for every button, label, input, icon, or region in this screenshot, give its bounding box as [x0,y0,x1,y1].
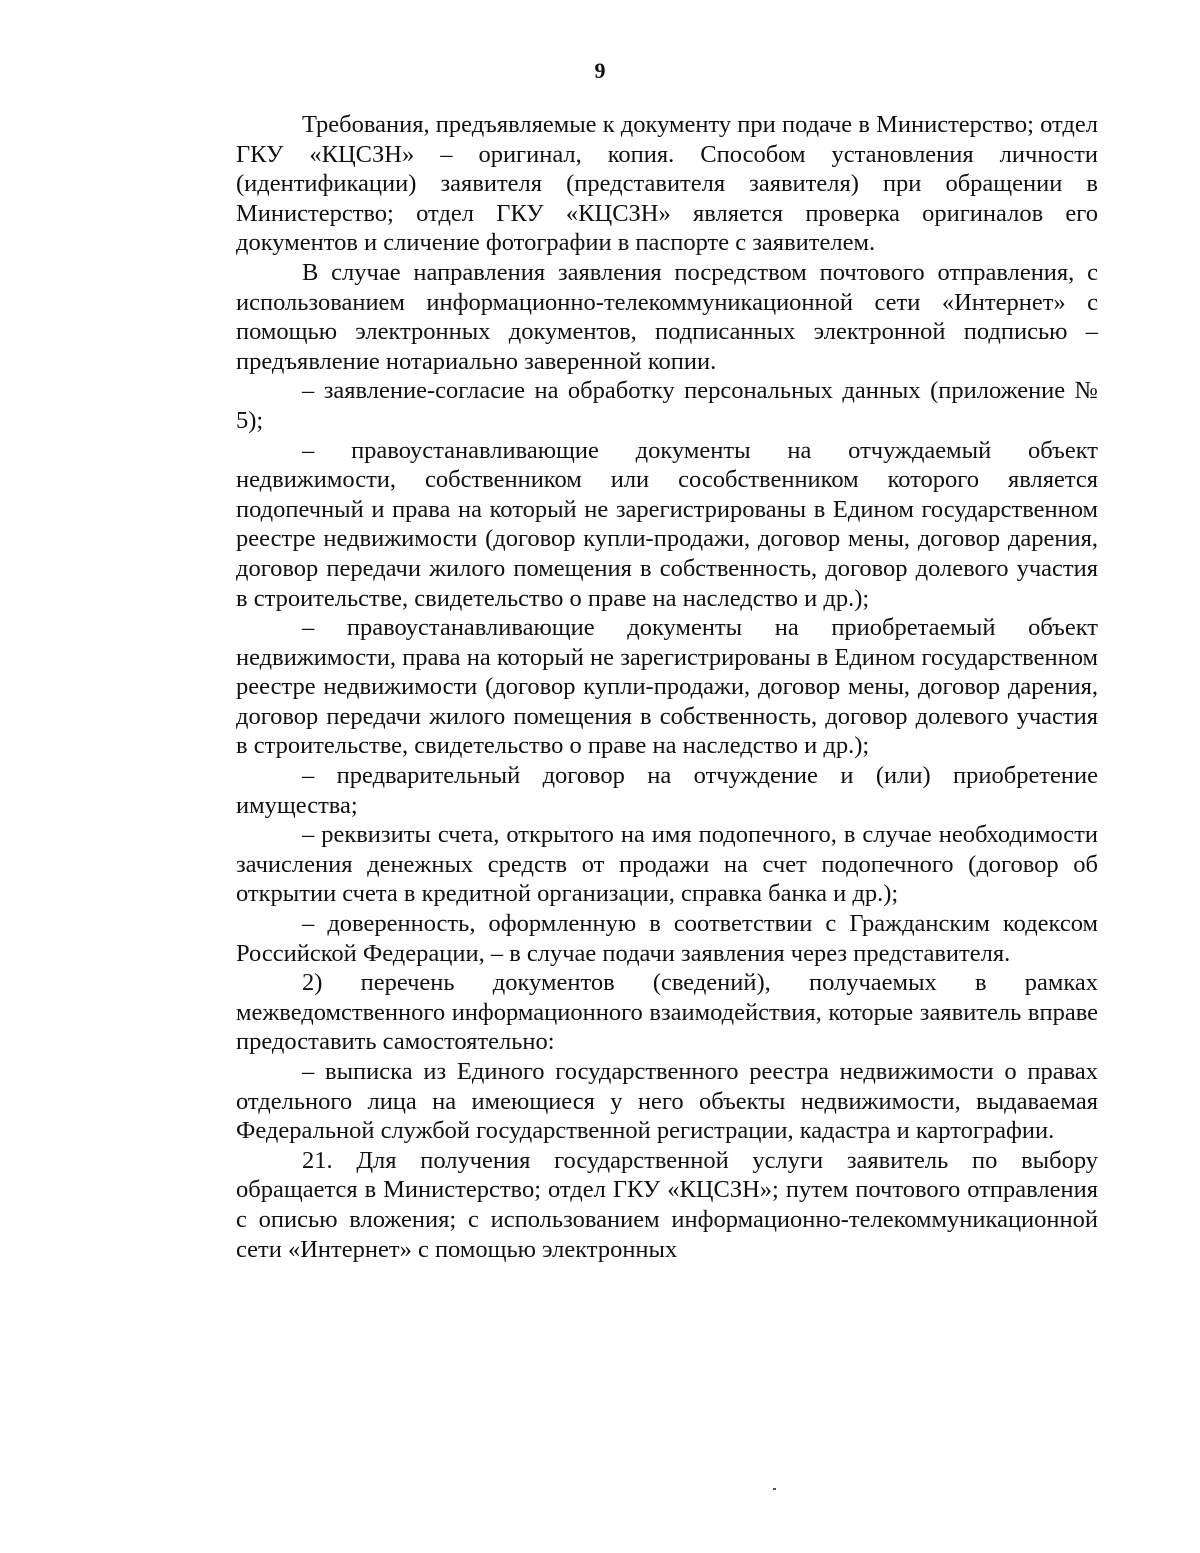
list-item-consent: – заявление-согласие на обработку персональных данных (приложение № 5); [236,377,1098,434]
list-item-alienated-property-docs: – правоустанавливающие документы на отчуждаемый объект недвижимости, собственником или сособственником которого является подопечный и права на который не зарегистрированы в Едином государственном реестре недвижимости (договор купли-продажи, договор мены, договор дарения, договор передачи жилого помещения в собственность, договор долевого участия в строительстве, свидетельство о праве на наследство и др.); [236,436,1098,612]
list-item-power-of-attorney: – доверенность, оформленную в соответствии с Гражданским кодексом Российской Федерации, – в случае подачи заявления через представителя. [236,910,1098,967]
list-item-acquired-property-docs: – правоустанавливающие документы на приобретаемый объект недвижимости, права на который не зарегистрированы в Едином государственном реестре недвижимости (договор купли-продажи, договор мены, договор дарения, договор передачи жилого помещения в собственность, договор долевого участия в строительстве, свидетельство о праве на наследство и др.); [236,614,1098,760]
list-item-preliminary-contract: – предварительный договор на отчуждение и (или) приобретение имущества; [236,762,1098,819]
paragraph-document-requirements: Требования, предъявляемые к документу при подаче в Министерство; отдел ГКУ «КЦСЗН» – оригинал, копия. Способом установления личности (идентификации) заявителя (представителя заявителя) при обращении в Министерство; отдел ГКУ «КЦСЗН» является проверка оригиналов его документов и сличение фотографии в паспорте с заявителем. [236,111,1098,257]
paragraph-interagency-documents: 2) перечень документов (сведений), получаемых в рамках межведомственного информационного взаимодействия, которые заявитель вправе предоставить самостоятельно: [236,969,1098,1056]
document-body [236,110,1098,1264]
list-item-account-details: – реквизиты счета, открытого на имя подопечного, в случае необходимости зачисления денежных средств от продажи на счет подопечного (договор об открытии счета в кредитной организации, справка банка и др.); [236,821,1098,908]
scan-speck [773,1488,776,1490]
list-item-registry-extract: – выписка из Единого государственного реестра недвижимости о правах отдельного лица на имеющиеся у него объекты недвижимости, выдаваемая Федеральной службой государственной регистрации, кадастра и картографии. [236,1058,1098,1145]
paragraph-clause-21: 21. Для получения государственной услуги заявитель по выбору обращается в Министерство; отдел ГКУ «КЦСЗН»; путем почтового отправления с описью вложения; с использованием информационно-телекоммуникационной сети «Интернет» с помощью электронных [236,1146,1098,1263]
paragraph-postal-submission: В случае направления заявления посредством почтового отправления, с использованием информационно-телекоммуникационной сети «Интернет» с помощью электронных документов, подписанных электронной подписью – предъявление нотариально заверенной копии. [236,258,1098,375]
page-number: 9 [594,58,606,83]
